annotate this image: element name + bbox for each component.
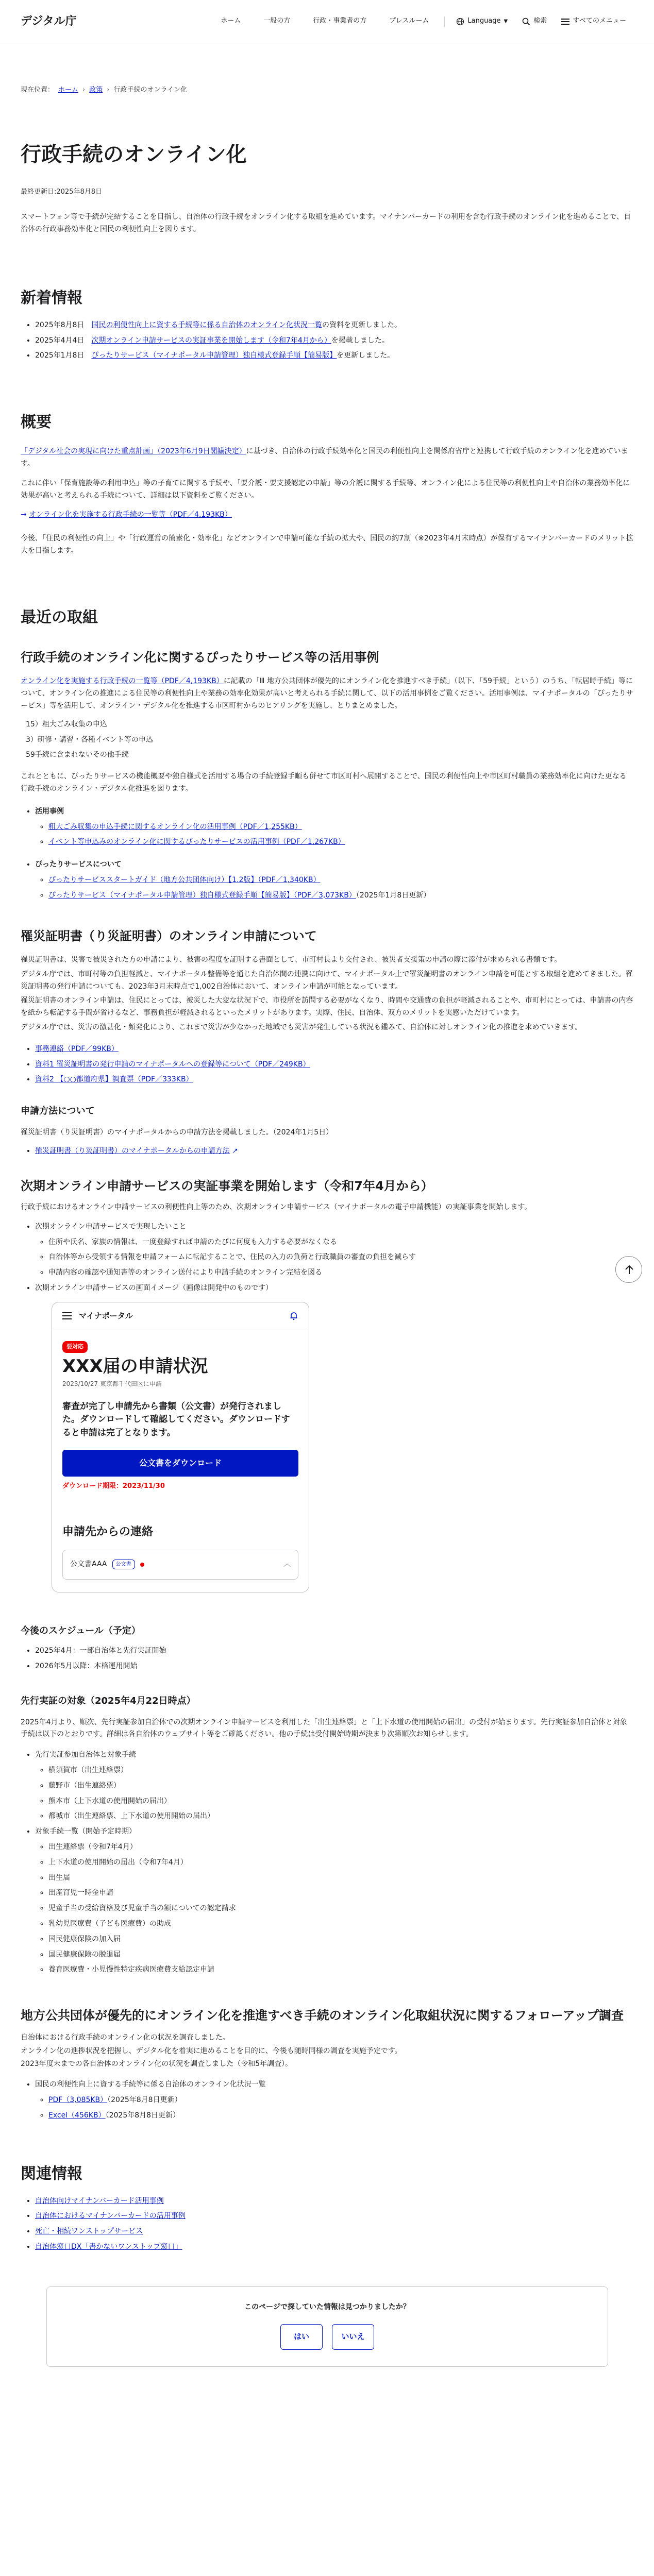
disaster-paragraph: 罹災証明書は、災害で被災された方の申請により、被害の程度を証明する書面として、市町村長より交付され、被災者支援策の申請の際に添付が求められる書類です。 (21, 956, 562, 964)
list-item: ◦ 都城市（出生連絡票、上下水道の使用開始の届出） (48, 1810, 633, 1823)
menu-button[interactable] (554, 15, 633, 27)
list-item: ◦ 出生届 (48, 1872, 633, 1885)
list-item (48, 821, 633, 834)
list-item: ◦ 乳幼児医療費（子ども医療費）の助成 (48, 1918, 633, 1930)
feedback-no-button[interactable]: いいえ (332, 2324, 374, 2350)
disaster-links (21, 1043, 633, 1086)
list-item: • 次期オンライン申請サービスの画面イメージ（画像は開発中のものです） (35, 1282, 633, 1295)
news-item: • 2025年4月4日 次期オンライン申請サービスの実証事業を開始します（令和7年4月から）を掲載しました。 (35, 335, 633, 347)
case-link-group (21, 806, 633, 902)
case-study-paragraph: オンライン化を実施する行政手続の一覧等（PDF／4,193KB）に記載の「Ⅲ 地方公共団体が優先的にオンライン化を推進すべき手続」（以下、「59手続」という）のうち、「転居時手続」等について、オンライン化の推進による住民等の利便性向上や業務の効率化効果が高いと考えられる手続に関して、以下の活用事例をご覧ください。活用事例は、マイナポータルの「ぴったりサービス」等を活用して、オンライン・デジタル化を推進する市区町村からのヒアリングを実施し、とりまとめました。 (21, 677, 633, 710)
arrow-right-icon: → (21, 511, 27, 519)
overview-paragraph: 今後、「住民の利便性の向上」や「行政運営の簡素化・効率化」などオンラインで申請可能な手続の拡大や、国民の約7割（※2023年4月末時点）が保有するマイナンバーカードのメリット拡大を目指します。 (21, 534, 633, 555)
page-title: 行政手続のオンライン化 (21, 143, 247, 167)
related-links (21, 2195, 633, 2253)
nav-press[interactable]: プレスルーム (389, 17, 429, 25)
list-item (35, 1043, 633, 1056)
nav-general[interactable]: 一般の方 (263, 17, 291, 25)
pilot-bullets (21, 1221, 633, 1295)
list-item: ◦ ぴったりサービス（マイナポータル申請管理）独自様式登録手順【簡易版】（PDF／3,073KB）（2025年1月8日更新） (48, 890, 633, 902)
site-logo[interactable]: デジタル庁 (21, 14, 77, 28)
case-study-paragraph: これとともに、ぴったりサービスの機能概要や独自様式を活用する場合の手続登録手順も併せて市区町村へ展開することで、国民の利便性向上や市区町村職員の業務効率化に向けた更なる行政手続のオンライン・デジタル化推進を図ります。 (21, 772, 627, 793)
survey-paragraph: 2023年度末までの各自治体のオンライン化の状況を調査しました（令和5年調査）。 (21, 2060, 293, 2069)
recent-heading: 最近の取組 (21, 608, 98, 626)
case-pdf-link[interactable]: イベント等申込みのオンライン化に関するぴったりサービスの活用事例（PDF／1,267KB） (48, 838, 345, 846)
last-updated: 最終更新日:2025年8月8日 (21, 188, 103, 196)
mockup-contact-item[interactable]: 公文書AAA 公文書 ︿ (62, 1550, 298, 1580)
overview-plan-link[interactable]: 「デジタル社会の実現に向けた重点計画」（2023年6月9日閣議決定） (21, 447, 246, 456)
news-item: • 2025年8月8日 国民の利便性向上に資する手続等に係る自治体のオンライン化状況一覧の資料を更新しました。 (35, 319, 633, 332)
language-label: Language (467, 17, 501, 25)
list-item: ◦ 児童手当の受給資格及び児童手当の額についての認定請求 (48, 1903, 633, 1915)
list-item: • ぴったりサービスについて ◦ ぴったりサービススタートガイド（地方公共団体向け）【1.2版】（PDF／1,340KB） ◦ ぴったりサービス（マイナポータル申請管理）独自様式登録手順【簡易版】（PDF／3,073KB）（2025年1月8日更新） (35, 859, 633, 902)
breadcrumb (21, 84, 633, 96)
nav-divider (444, 16, 445, 27)
disaster-paragraph: デジタル庁では、災害の激甚化・頻発化により、これまで災害が少なかった地域でも災害が発生している状況も鑑みて、自治体に対しオンライン化の推進を求めていきます。 (21, 1023, 582, 1032)
schedule-heading: 今後のスケジュール（予定） (21, 1625, 141, 1636)
mockup-body (52, 1330, 309, 1592)
related-heading: 関連情報 (21, 2164, 82, 2183)
overview-doc-link-row (21, 509, 633, 521)
document-tag: 公文書 (112, 1560, 135, 1569)
list-item: • 活用事例 ◦ 粗大ごみ収集の申込手続に関するオンライン化の活用事例（PDF／1,255KB） ◦ イベント等申込みのオンライン化に関するぴったりサービスの活用事例（PDF／1,267KB） (35, 806, 633, 849)
list-item: ◦ 横須賀市（出生連絡票） (48, 1765, 633, 1777)
overview-paragraph: 「デジタル社会の実現に向けた重点計画」（2023年6月9日閣議決定）に基づき、自治体の行政手続効率化と国民の利便性向上を関係府省庁と連携して行政手続のオンライン化を進めています。 (21, 447, 628, 468)
list-item (48, 836, 633, 849)
news-link[interactable]: ぴったりサービス（マイナポータル申請管理）独自様式登録手順【簡易版】 (91, 351, 337, 360)
scroll-to-top-button[interactable] (615, 1256, 642, 1283)
list-item: ◦ 申請内容の確認や通知書等のオンライン送付により申請手続のオンライン完結を図る (48, 1267, 633, 1279)
feedback-buttons (47, 2324, 608, 2350)
target-heading: 先行実証の対象（2025年4月22日時点） (21, 1696, 196, 1707)
menu-icon (561, 18, 569, 25)
news-link[interactable]: 国民の利便性向上に資する手続等に係る自治体のオンライン化状況一覧 (91, 320, 323, 329)
nav-business[interactable]: 行政・事業者の方 (313, 17, 367, 25)
list-item: 59手続に含まれないその他手続 (26, 751, 129, 759)
list-item (35, 1059, 633, 1071)
case-pdf-link[interactable]: 粗大ごみ収集の申込手続に関するオンライン化の活用事例（PDF／1,255KB） (48, 822, 302, 831)
list-item: • 2026年5月以降：本格運用開始 (35, 1660, 633, 1673)
list-item (35, 2226, 633, 2238)
bell-icon (289, 1311, 298, 1320)
disaster-pdf-link[interactable]: 資料2 【○○都道府県】調査票（PDF／333KB） (35, 1075, 193, 1084)
list-item (35, 2241, 633, 2253)
feedback-yes-button[interactable]: はい (280, 2324, 323, 2350)
list-item: • 2025年4月：一部自治体と先行実証開始 (35, 1645, 633, 1657)
related-link[interactable]: 死亡・相続ワンストップサービス (35, 2227, 143, 2236)
list-item: ◦ 国民健康保険の脱退届 (48, 1949, 633, 1961)
list-item: • 対象手続一覧（開始予定時期） ◦ 出生連絡票（令和7年4月） ◦ 上下水道の使用開始の届出（令和7年4月） ◦ 出生届 ◦ 出産育児一時金申請 ◦ 児童手当の受給資格及び児童手当の額についての認定請求 ◦ 乳幼児医療費（子ども医療費）の助成 ◦ 国民健康保険の加入届 ◦ 国民健康保険の脱退届 ◦ 養育医療費・小児慢性特定疾病医療費支給認定申請 (35, 1826, 633, 1976)
news-heading: 新着情報 (21, 289, 82, 307)
related-link[interactable]: 自治体におけるマイナンバーカードの活用事例 (35, 2212, 186, 2221)
page-lead: スマートフォン等で手続が完結することを目指し、自治体の行政手続をオンライン化する取組を進めています。マイナンバーカードの利用を含む行政手続のオンライン化を進めることで、自治体の行政事務効率化と国民の利便性向上を図ります。 (21, 213, 631, 233)
chevron-up-icon: ︿ (283, 1560, 291, 1568)
list-item: ◦ 出産育児一時金申請 (48, 1887, 633, 1900)
global-nav (209, 15, 633, 27)
list-item: ◦ 自治体等から受領する情報を申請フォームに転記することで、住民の入力の負荷と行政職員の審査の負担を減らす (48, 1251, 633, 1264)
feedback-question: このページで探していた情報は見つかりましたか？ (244, 2302, 410, 2311)
news-item: • 2025年1月8日 ぴったりサービス（マイナポータル申請管理）独自様式登録手順【簡易版】を更新しました。 (35, 350, 633, 362)
disaster-pdf-link[interactable]: 事務連絡（PDF／99KB） (35, 1044, 119, 1053)
apply-method-link[interactable]: 罹災証明書（り災証明書）のマイナポータルからの申請方法 (35, 1146, 230, 1155)
mockup-app-bar (52, 1302, 309, 1330)
schedule-list (21, 1645, 633, 1673)
mockup-meta: 2023/10/27 東京都千代田区に申請 (62, 1380, 162, 1387)
language-button[interactable] (449, 15, 515, 27)
mockup-app-name: マイナポータル (79, 1311, 133, 1320)
apply-method-heading: 申請方法について (21, 1106, 95, 1117)
search-label: 検索 (533, 17, 547, 25)
download-document-button[interactable]: 公文書をダウンロード (62, 1450, 298, 1477)
search-button[interactable] (515, 15, 554, 27)
survey-list (21, 2079, 633, 2122)
guide-pdf-link[interactable]: ぴったりサービススタートガイド（地方公共団体向け）【1.2版】（PDF／1,340KB） (48, 875, 321, 884)
breadcrumb-label: 現在位置： (21, 86, 55, 94)
nav-home[interactable]: ホーム (221, 17, 241, 25)
breadcrumb-home[interactable]: ホーム (58, 86, 79, 94)
list-item: 15）粗大ごみ収集の申込 (26, 720, 107, 728)
arrow-up-icon (616, 1257, 643, 1283)
menu-label: すべてのメニュー (573, 17, 626, 25)
list-item: ◦ 養育医療費・小児慢性特定疾病医療費支給認定申請 (48, 1964, 633, 1976)
pilot-lead: 行政手続におけるオンライン申請サービスの利便性向上等のため、次期オンライン申請サービス（マイナポータルの電子申請機能）の実証事業を開始します。 (21, 1203, 532, 1212)
list-item: ◦ 国民健康保険の加入届 (48, 1934, 633, 1946)
list-item (48, 874, 633, 887)
hamburger-icon (62, 1312, 72, 1320)
target-list (21, 1749, 633, 1976)
unread-dot (140, 1563, 144, 1567)
apply-method-links (21, 1145, 633, 1158)
disaster-pdf-link[interactable]: 資料1 罹災証明書の発行申請のマイナポータルへの登録等について（PDF／249KB） (35, 1060, 310, 1069)
mockup-description: 審査が完了し申請先から書類（公文書）が発行されました。ダウンロードして確認してください。ダウンロードすると申請は完了となります。 (62, 1401, 290, 1438)
overview-paragraph: これに伴い「保育施設等の利用申込」等の子育てに関する手続や、「要介護・要支援認定の申請」等の介護に関する手続等、オンライン化による住民等の利便性向上や自治体の業務効率化に効果が高いと考えられる手続について、詳細は以下資料をご覧ください。 (21, 479, 630, 500)
list-item (35, 2210, 633, 2223)
list-item (35, 1145, 633, 1158)
disaster-paragraph: デジタル庁では、市町村等の負担軽減と、マイナポータル整備等を通じた自治体間の連携に向けて、マイナポータル上で罹災証明書のオンライン申請を可能とする取組を進めてきました。罹災証明書の発行申請についても、2023年3月末時点で1,002自治体において、オンライン申請が可能となっています。 (21, 970, 633, 991)
disaster-paragraph: 罹災証明書のオンライン申請は、住民にとっては、被災した大変な状況下で、市役所を訪問する必要がなくなり、時間や交通費の負担が軽減されることや、市町村にとっては、申請書の内容を紙から転記する手間が省けるなど、事務負担が軽減されるといったメリットがあります。実際、住民、自治体、双方のメリットを実感いただけています。 (21, 996, 633, 1018)
survey-paragraph: オンライン化の進捗状況を把握し、デジタル化を着実に進めることを目的に、今後も随時同様の調査を実施予定です。 (21, 2046, 402, 2055)
globe-icon (456, 18, 464, 26)
list-item: ◦ 藤野市（出生連絡票） (48, 1780, 633, 1792)
download-deadline: ダウンロード期限：2023/11/30 (62, 1482, 165, 1490)
case-study-heading: 行政手続のオンライン化に関するぴったりサービス等の活用事例 (21, 650, 379, 665)
list-item (35, 2195, 633, 2208)
guide-pdf-link[interactable]: ぴったりサービス（マイナポータル申請管理）独自様式登録手順【簡易版】（PDF／3,073KB） (48, 891, 356, 900)
breadcrumb-policy[interactable]: 政策 (89, 86, 103, 94)
list-item: ◦ 上下水道の使用開始の届出（令和7年4月） (48, 1857, 633, 1869)
related-link[interactable]: 自治体向けマイナンバーカード活用事例 (35, 2196, 164, 2205)
chevron-right-icon: › (82, 86, 86, 94)
list-item: • 次期オンライン申請サービスで実現したいこと ◦ 住所や氏名、家族の情報は、一度登録すれば申請のたびに何度も入力する必要がなくなる ◦ 自治体等から受領する情報を申請フォームに転記することで、住民の入力の負荷と行政職員の審査の負担を減らす ◦ 申請内容の確認や通知書等のオンライン送付により申請手続のオンライン完結を図る (35, 1221, 633, 1279)
survey-paragraph: 自治体における行政手続のオンライン化の状況を調査しました。 (21, 2033, 230, 2042)
action-required-badge: 要対応 (62, 1341, 88, 1353)
breadcrumb-current: 行政手続のオンライン化 (113, 86, 188, 94)
overview-doc-link[interactable]: オンライン化を実施する行政手続の一覧等（PDF／4,193KB） (29, 511, 232, 519)
list-item: ◦ 住所や氏名、家族の情報は、一度登録すれば申請のたびに何度も入力する必要がなくなる (48, 1236, 633, 1249)
pilot-heading: 次期オンライン申請サービスの実証事業を開始します（令和7年4月から） (21, 1179, 433, 1194)
portal-screen-mockup (52, 1302, 309, 1592)
list-item: ◦ PDF（3,085KB）（2025年8月8日更新） (48, 2094, 633, 2107)
site-header (0, 0, 654, 43)
survey-heading: 地方公共団体が優先的にオンライン化を推進すべき手続のオンライン化取組状況に関するフォローアップ調査 (21, 2008, 624, 2023)
list-item: • 先行実証参加自治体と対象手続 ◦ 横須賀市（出生連絡票） ◦ 藤野市（出生連絡票） ◦ 熊本市（上下水道の使用開始の届出） ◦ 都城市（出生連絡票、上下水道の使用開始の届出） (35, 1749, 633, 1823)
chevron-right-icon: › (107, 86, 110, 94)
external-link-icon: ↗ (232, 1146, 238, 1155)
list-item (35, 1074, 633, 1086)
survey-pdf-link[interactable]: PDF（3,085KB） (48, 2096, 108, 2104)
mockup-title: XXX届の申請状況 (62, 1355, 208, 1377)
apply-method-text: 罹災証明書（り災証明書）のマイナポータルからの申請方法を掲載しました。（2024年1月5日） (21, 1128, 333, 1137)
disaster-heading: 罹災証明書（り災証明書）のオンライン申請について (21, 928, 317, 943)
overview-heading: 概要 (21, 413, 52, 432)
feedback-box (46, 2286, 608, 2367)
case-study-doc-link[interactable]: オンライン化を実施する行政手続の一覧等（PDF／4,193KB） (21, 677, 224, 686)
list-item: ◦ Excel（456KB）（2025年8月8日更新） (48, 2110, 633, 2122)
search-icon (522, 18, 530, 26)
news-link[interactable]: 次期オンライン申請サービスの実証事業を開始します（令和7年4月から） (91, 336, 331, 345)
related-link[interactable]: 自治体窓口DX「書かないワンストップ窓口」 (35, 2242, 182, 2251)
survey-excel-link[interactable]: Excel（456KB） (48, 2111, 106, 2120)
list-item: 3）研修・講習・各種イベント等の申込 (26, 735, 153, 744)
main-content (0, 84, 654, 2253)
mockup-contact-title: 申請先からの連絡 (62, 1525, 154, 1538)
list-item: ◦ 出生連絡票（令和7年4月） (48, 1841, 633, 1854)
list-item: • 国民の利便性向上に資する手続等に係る自治体のオンライン化状況一覧 ◦ PDF（3,085KB）（2025年8月8日更新） ◦ Excel（456KB）（2025年8月8日更新） (35, 2079, 633, 2122)
chevron-down-icon: ▼ (504, 19, 508, 24)
case-list (21, 719, 633, 761)
list-item: ◦ 熊本市（上下水道の使用開始の届出） (48, 1795, 633, 1808)
target-paragraph: 2025年4月より、順次、先行実証参加自治体での次期オンライン申請サービスを利用した「出生連絡票」と「上下水道の使用開始の届出」の受付が始まります。先行実証参加自治体と対象手続は以下のとおりです。詳細は各自治体のウェブサイト等をご確認ください。他の手続は受付開始時期が決まり次第順次お知らせします。 (21, 1718, 627, 1739)
news-list (21, 319, 633, 362)
